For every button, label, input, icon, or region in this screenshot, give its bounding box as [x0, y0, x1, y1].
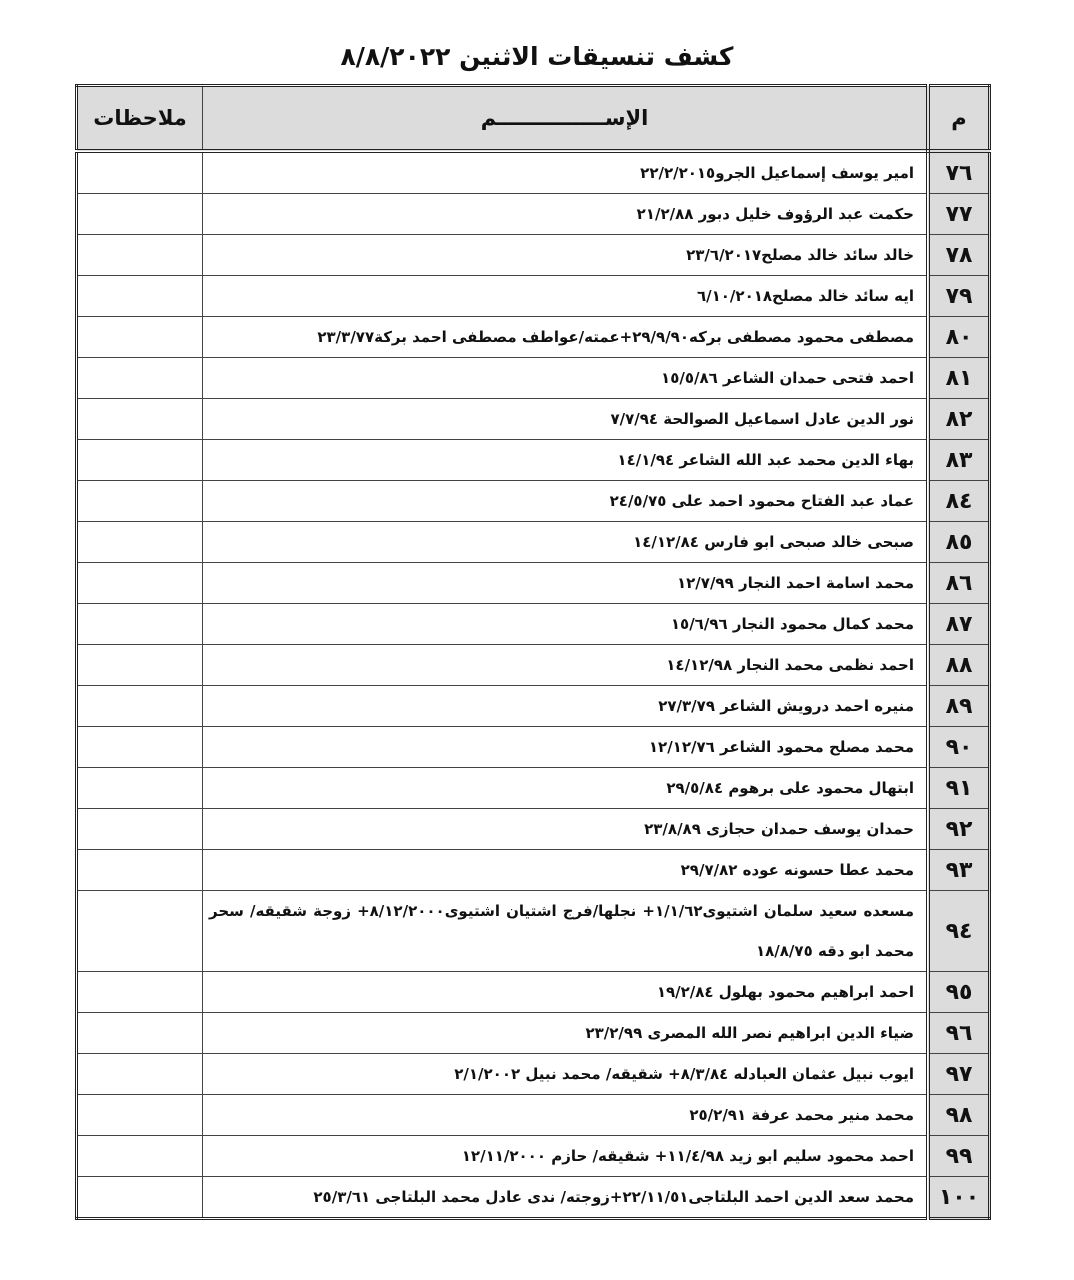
row-name: منيره احمد درويش الشاعر ٢٧/٣/٧٩: [203, 686, 929, 727]
table-row: [77, 768, 990, 809]
table-row: [77, 686, 990, 727]
row-number: ٩٦: [928, 1013, 990, 1054]
table-row: [77, 317, 990, 358]
row-notes: [77, 604, 203, 645]
row-notes: [77, 522, 203, 563]
table-row: [77, 850, 990, 891]
row-name: خالد سائد خالد مصلح٢٣/٦/٢٠١٧: [203, 235, 929, 276]
table-row: [77, 151, 990, 194]
row-name: حمدان يوسف حمدان حجازى ٢٣/٨/٨٩: [203, 809, 929, 850]
row-notes: [77, 891, 203, 972]
row-number: ٩٤: [928, 891, 990, 972]
row-name: احمد نظمى محمد النجار ١٤/١٢/٩٨: [203, 645, 929, 686]
row-number: ٩٧: [928, 1054, 990, 1095]
table-row: [77, 522, 990, 563]
row-notes: [77, 1095, 203, 1136]
row-name: محمد سعد الدين احمد البلتاجى٢٢/١١/٥١+زوجته/ ندى عادل محمد البلتاجى ٢٥/٣/٦١: [203, 1177, 929, 1219]
row-number: ١٠٠: [928, 1177, 990, 1219]
row-notes: [77, 194, 203, 235]
table-row: [77, 1177, 990, 1219]
row-number: ٨٦: [928, 563, 990, 604]
row-name: عماد عبد الفتاح محمود احمد على ٢٤/٥/٧٥: [203, 481, 929, 522]
table-row: [77, 194, 990, 235]
row-number: ٨٢: [928, 399, 990, 440]
row-number: ٨١: [928, 358, 990, 399]
row-number: ٨٧: [928, 604, 990, 645]
row-number: ٨٣: [928, 440, 990, 481]
row-name: امير يوسف إسماعيل الجرو٢٢/٢/٢٠١٥: [203, 151, 929, 194]
row-notes: [77, 809, 203, 850]
row-notes: [77, 481, 203, 522]
row-notes: [77, 276, 203, 317]
table-row: [77, 645, 990, 686]
row-number: ٩٩: [928, 1136, 990, 1177]
row-number: ٩٣: [928, 850, 990, 891]
row-notes: [77, 235, 203, 276]
row-notes: [77, 645, 203, 686]
table-row: [77, 1136, 990, 1177]
table-row: [77, 1013, 990, 1054]
row-notes: [77, 850, 203, 891]
header-name: الإســـــــــــــــم: [203, 86, 929, 152]
table-row: [77, 972, 990, 1013]
row-number: ٧٦: [928, 151, 990, 194]
row-number: ٨٤: [928, 481, 990, 522]
table-row: [77, 1095, 990, 1136]
row-name: محمد كمال محمود النجار ١٥/٦/٩٦: [203, 604, 929, 645]
table-row: [77, 481, 990, 522]
table-row: [77, 399, 990, 440]
row-number: ٧٨: [928, 235, 990, 276]
table-row: [77, 235, 990, 276]
row-notes: [77, 1054, 203, 1095]
row-name: احمد فتحى حمدان الشاعر ١٥/٥/٨٦: [203, 358, 929, 399]
row-name: محمد منير محمد عرفة ٢٥/٢/٩١: [203, 1095, 929, 1136]
row-name: صبحى خالد صبحى ابو فارس ١٤/١٢/٨٤: [203, 522, 929, 563]
row-number: ٩١: [928, 768, 990, 809]
table-header-row: [77, 86, 990, 152]
table-body: [77, 151, 990, 1219]
table-row: [77, 358, 990, 399]
row-name: مصطفى محمود مصطفى بركه٢٩/٩/٩٠+عمته/عواطف مصطفى احمد بركة٢٣/٣/٧٧: [203, 317, 929, 358]
row-number: ٩٢: [928, 809, 990, 850]
row-notes: [77, 440, 203, 481]
row-name: احمد محمود سليم ابو زيد ١١/٤/٩٨+ شقيقه/ حازم ١٢/١١/٢٠٠٠: [203, 1136, 929, 1177]
row-number: ٩٠: [928, 727, 990, 768]
table-row: [77, 604, 990, 645]
table-row: [77, 1054, 990, 1095]
row-name: ابتهال محمود على برهوم ٢٩/٥/٨٤: [203, 768, 929, 809]
row-number: ٨٨: [928, 645, 990, 686]
row-name: بهاء الدين محمد عبد الله الشاعر ١٤/١/٩٤: [203, 440, 929, 481]
table-row: [77, 891, 990, 972]
row-name: محمد اسامة احمد النجار ١٢/٧/٩٩: [203, 563, 929, 604]
table-row: [77, 563, 990, 604]
header-notes: ملاحظات: [77, 86, 203, 152]
table-row: [77, 727, 990, 768]
row-notes: [77, 563, 203, 604]
coordination-table: [75, 84, 991, 1220]
row-name: ايوب نبيل عثمان العبادله ٨/٣/٨٤+ شقيقه/ محمد نبيل ٢/١/٢٠٠٢: [203, 1054, 929, 1095]
row-number: ٨٥: [928, 522, 990, 563]
row-notes: [77, 151, 203, 194]
table-row: [77, 809, 990, 850]
row-name: محمد عطا حسونه عوده ٢٩/٧/٨٢: [203, 850, 929, 891]
table-row: [77, 276, 990, 317]
row-name: ضياء الدين ابراهيم نصر الله المصرى ٢٣/٢/٩٩: [203, 1013, 929, 1054]
row-notes: [77, 399, 203, 440]
row-number: ٧٩: [928, 276, 990, 317]
row-number: ٨٩: [928, 686, 990, 727]
row-name: احمد ابراهيم محمود بهلول ١٩/٢/٨٤: [203, 972, 929, 1013]
row-name: مسعده سعيد سلمان اشتيوى١/١/٦٢+ نجلها/فرج اشتيان اشتيوى٨/١٢/٢٠٠٠+ زوجة شقيقه/ سحر محمد ابو دقه ١٨/٨/٧٥: [203, 891, 929, 972]
row-number: ٩٨: [928, 1095, 990, 1136]
header-number: م: [928, 86, 990, 152]
row-notes: [77, 317, 203, 358]
row-name: حكمت عبد الرؤوف خليل دبور ٢١/٢/٨٨: [203, 194, 929, 235]
row-number: ٨٠: [928, 317, 990, 358]
row-notes: [77, 1013, 203, 1054]
row-name: محمد مصلح محمود الشاعر ١٢/١٢/٧٦: [203, 727, 929, 768]
row-number: ٧٧: [928, 194, 990, 235]
row-notes: [77, 768, 203, 809]
row-notes: [77, 1177, 203, 1219]
row-notes: [77, 972, 203, 1013]
row-notes: [77, 1136, 203, 1177]
row-notes: [77, 727, 203, 768]
row-notes: [77, 686, 203, 727]
row-notes: [77, 358, 203, 399]
row-name: نور الدين عادل اسماعيل الصوالحة ٧/٧/٩٤: [203, 399, 929, 440]
table-row: [77, 440, 990, 481]
row-number: ٩٥: [928, 972, 990, 1013]
row-name: ايه سائد خالد مصلح٦/١٠/٢٠١٨: [203, 276, 929, 317]
document-title: كشف تنسيقات الاثنين ٨/٨/٢٠٢٢: [340, 42, 734, 71]
